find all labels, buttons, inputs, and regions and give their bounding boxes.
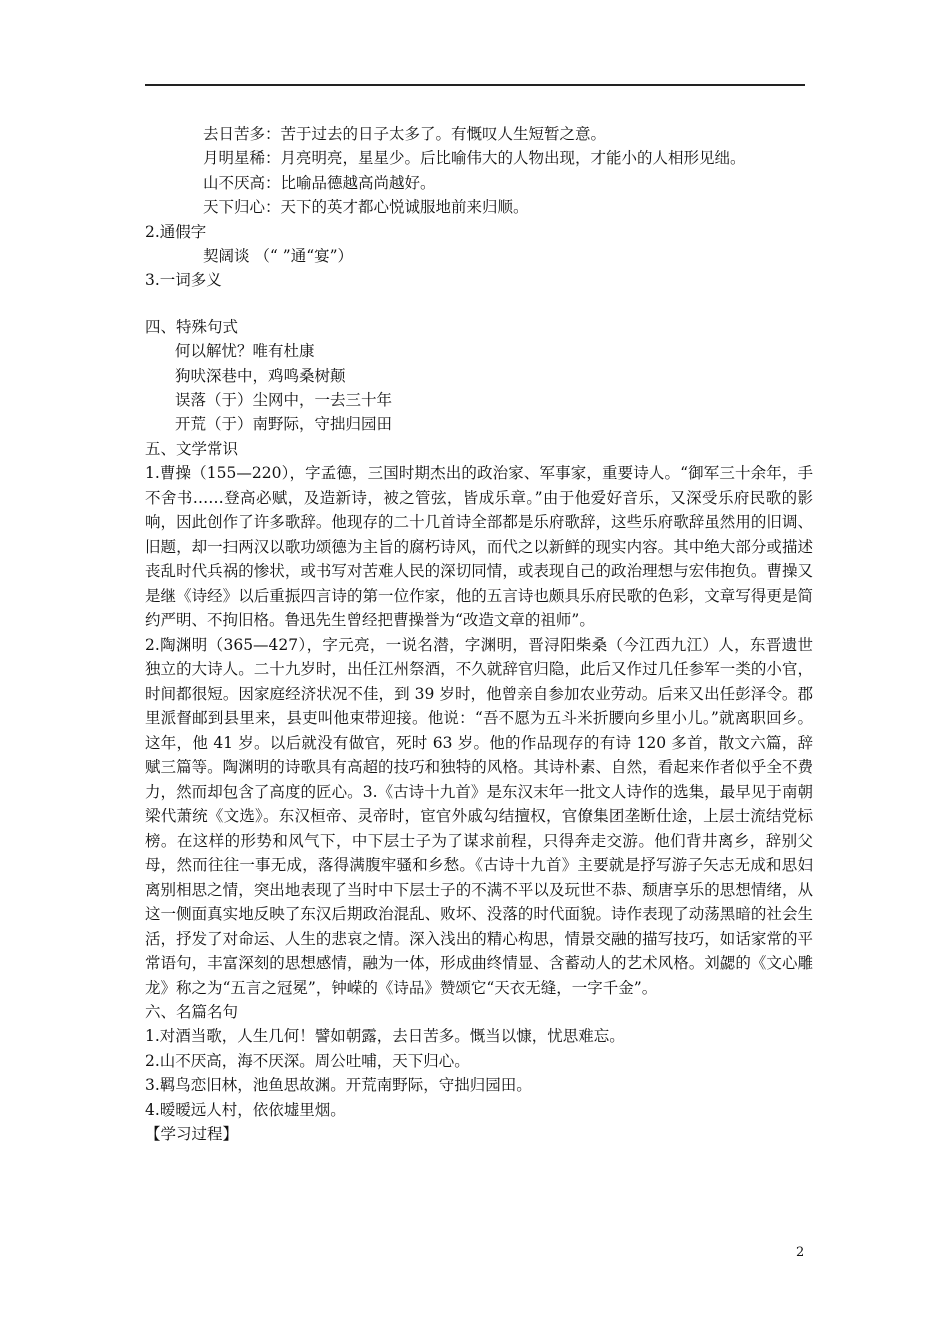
header-rule <box>145 84 805 86</box>
sentence-item: 狗吠深巷中，鸡鸣桑树颠 <box>175 366 346 385</box>
vocab-item: 月明星稀：月亮明亮，星星少。后比喻伟大的人物出现，才能小的人相形见绌。 <box>203 149 746 168</box>
yiduo-heading: 3.一词多义 <box>145 271 222 290</box>
section-heading: 五、文学常识 <box>145 439 239 458</box>
study-heading: 【学习过程】 <box>145 1125 239 1144</box>
blank-line <box>145 293 813 315</box>
vocab-item: 去日苦多：苦于过去的日子太多了。有慨叹人生短暂之意。 <box>203 125 607 143</box>
vocab-item: 山不厌高：比喻品德越高尚越好。 <box>203 173 436 192</box>
sentence-item: 误落（于）尘网中，一去三十年 <box>175 390 393 409</box>
page-number: 2 <box>796 1245 805 1260</box>
section-heading: 六、名篇名句 <box>145 1003 239 1022</box>
quote-item: 1.对酒当歌，人生几何！譬如朝露，去日苦多。慨当以慷，忧思难忘。 <box>145 1027 625 1046</box>
quote-item: 3.羁鸟恋旧林，池鱼思故渊。开荒南野际，守拙归园田。 <box>145 1076 532 1095</box>
vocab-item: 天下归心：天下的英才都心悦诚服地前来归顺。 <box>203 198 529 217</box>
tongjia-item: 契阔谈 （“ ”通“宴”） <box>203 246 354 265</box>
sentence-item: 开荒（于）南野际，守拙归园田 <box>175 415 393 434</box>
quote-item: 2.山不厌高，海不厌深。周公吐哺，天下归心。 <box>145 1051 470 1070</box>
paragraph-caocao: 1.曹操（155—220），字孟德，三国时期杰出的政治家、军事家，重要诗人。“御军三十余年，手不舍书……登高必赋，及造新诗，被之管弦，皆成乐章。”由于他爱好音乐，又深受乐府民歌的影响，因此创作了许多歌辞。他现存的二十几首诗全部都是乐府歌辞，这些乐府歌辞虽然用的旧调、旧题，却一扫两汉以歌功颂德为主旨的腐朽诗风，而代之以新鲜的现实内容。其中绝大部分或描述丧乱时代兵祸的惨状，或书写对苦难人民的深切同情，或表现自己的政治理想与宏伟抱负。曹操又是继《诗经》以后重振四言诗的第一位作家，他的五言诗也颇具乐府民歌的色彩，文章写得更是简约严明、不拘旧格。鲁迅先生曾经把曹操誉为“改造文章的祖师”。 <box>145 464 813 630</box>
section-heading: 四、特殊句式 <box>145 317 239 336</box>
quote-item: 4.暧暧远人村，依依墟里烟。 <box>145 1100 346 1119</box>
tongjia-heading: 2.通假字 <box>145 222 207 241</box>
paragraph-taoyuanming: 2.陶渊明（365—427），字元亮，一说名潜，字渊明，晋浔阳柴桑（今江西九江）人，东晋遗世独立的大诗人。二十九岁时，出任江州祭酒，不久就辞官归隐，此后又作过几任参军一类的小官，时间都很短。因家庭经济状况不佳，到 39 岁时，他曾亲自参加农业劳动。后来又出任彭泽令。郡里派督邮到县里来，县吏叫他束带迎接。他说：“吾不愿为五斗米折腰向乡里小儿。”就离职回乡。这年，他 41 岁。以后就没有做官，死时 63 岁。他的作品现存的有诗 120 多首，散文六篇，辞赋三篇等。陶渊明的诗歌具有高超的技巧和独特的风格。其诗朴素、自然，看起来作者似乎全不费力，然而却包含了高度的匠心。3.《古诗十九首》是东汉末年一批文人诗作的选集，最早见于南朝梁代萧统《文选》。东汉桓帝、灵帝时，宦官外戚勾结擅权，官僚集团垄断仕途，上层士流结党标榜。在这样的形势和风气下，中下层士子为了谋求前程，只得奔走交游。他们背井离乡，辞别父母，然而往往一事无成，落得满腹牢骚和乡愁。《古诗十九首》主要就是抒写游子矢志无成和思妇离别相思之情，突出地表现了当时中下层士子的不满不平以及玩世不恭、颓唐享乐的思想情绪，从这一侧面真实地反映了东汉后期政治混乱、败坏、没落的时代面貌。诗作表现了动荡黑暗的社会生活，抒发了对命运、人生的悲哀之情。深入浅出的精心构思，情景交融的描写技巧，如话家常的平常语句，丰富深刻的思想感情，融为一体，形成曲终情显、含蓄动人的艺术风格。刘勰的《文心雕龙》称之为“五言之冠冕”，钟嵘的《诗品》赞颂它“天衣无缝，一字千金”。 <box>145 635 813 997</box>
sentence-item: 何以解忧？唯有杜康 <box>175 342 315 361</box>
page-content <box>145 122 813 1146</box>
